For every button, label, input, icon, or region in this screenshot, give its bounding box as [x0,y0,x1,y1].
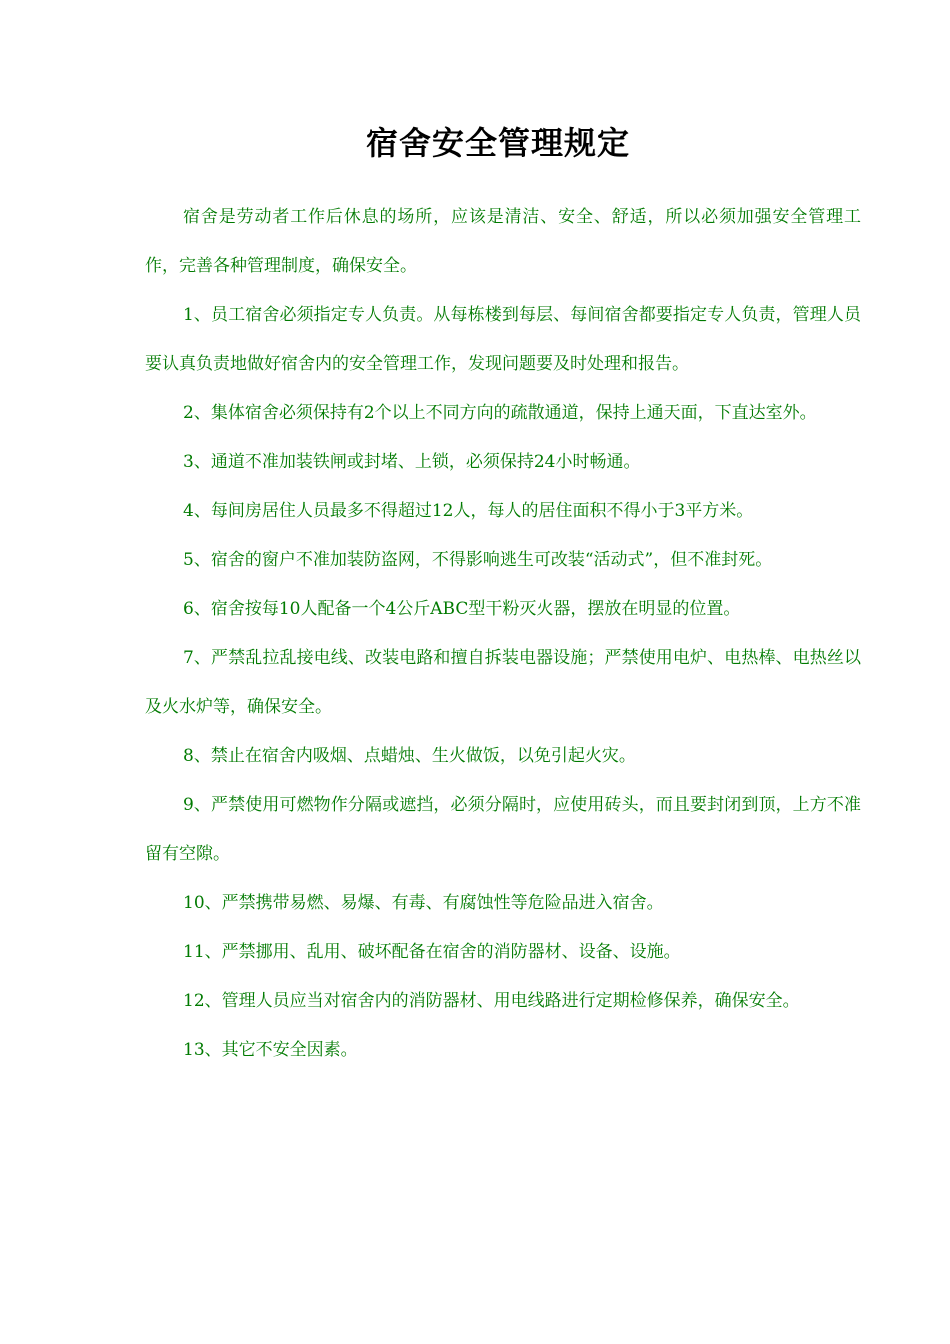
rule-7: 7、严禁乱拉乱接电线、改装电路和擅自拆装电器设施；严禁使用电炉、电热棒、电热丝以及火水炉等，确保安全。 [145,648,861,717]
rule-5: 5、宿舍的窗户不准加装防盗网，不得影响逃生可改装“活动式”，但不准封死。 [183,550,773,570]
rule-13: 13、其它不安全因素。 [183,1040,358,1060]
rule-11: 11、严禁挪用、乱用、破坏配备在宿舍的消防器材、设备、设施。 [183,942,681,962]
rule-2: 2、集体宿舍必须保持有2个以上不同方向的疏散通道，保持上通天面，下直达室外。 [183,403,817,423]
rule-1: 1、员工宿舍必须指定专人负责。从每栋楼到每层、每间宿舍都要指定专人负责，管理人员要认真负责地做好宿舍内的安全管理工作，发现问题要及时处理和报告。 [145,305,861,374]
rule-10: 10、严禁携带易燃、易爆、有毒、有腐蚀性等危险品进入宿舍。 [183,893,664,913]
rule-4: 4、每间房居住人员最多不得超过12人，每人的居住面积不得小于3平方米。 [183,501,754,521]
document-body [145,193,861,1075]
rule-12: 12、管理人员应当对宿舍内的消防器材、用电线路进行定期检修保养，确保安全。 [183,991,800,1011]
document-title: 宿舍安全管理规定 [365,124,630,162]
rule-6: 6、宿舍按每10人配备一个4公斤ABC型干粉灭火器，摆放在明显的位置。 [183,599,741,619]
intro-paragraph: 宿舍是劳动者工作后休息的场所，应该是清洁、安全、舒适，所以必须加强安全管理工作，完善各种管理制度，确保安全。 [145,207,861,276]
rule-9: 9、严禁使用可燃物作分隔或遮挡，必须分隔时，应使用砖头，而且要封闭到顶，上方不准留有空隙。 [145,795,861,864]
rule-8: 8、禁止在宿舍内吸烟、点蜡烛、生火做饭，以免引起火灾。 [183,746,636,766]
rule-3: 3、通道不准加装铁闸或封堵、上锁，必须保持24小时畅通。 [183,452,641,472]
